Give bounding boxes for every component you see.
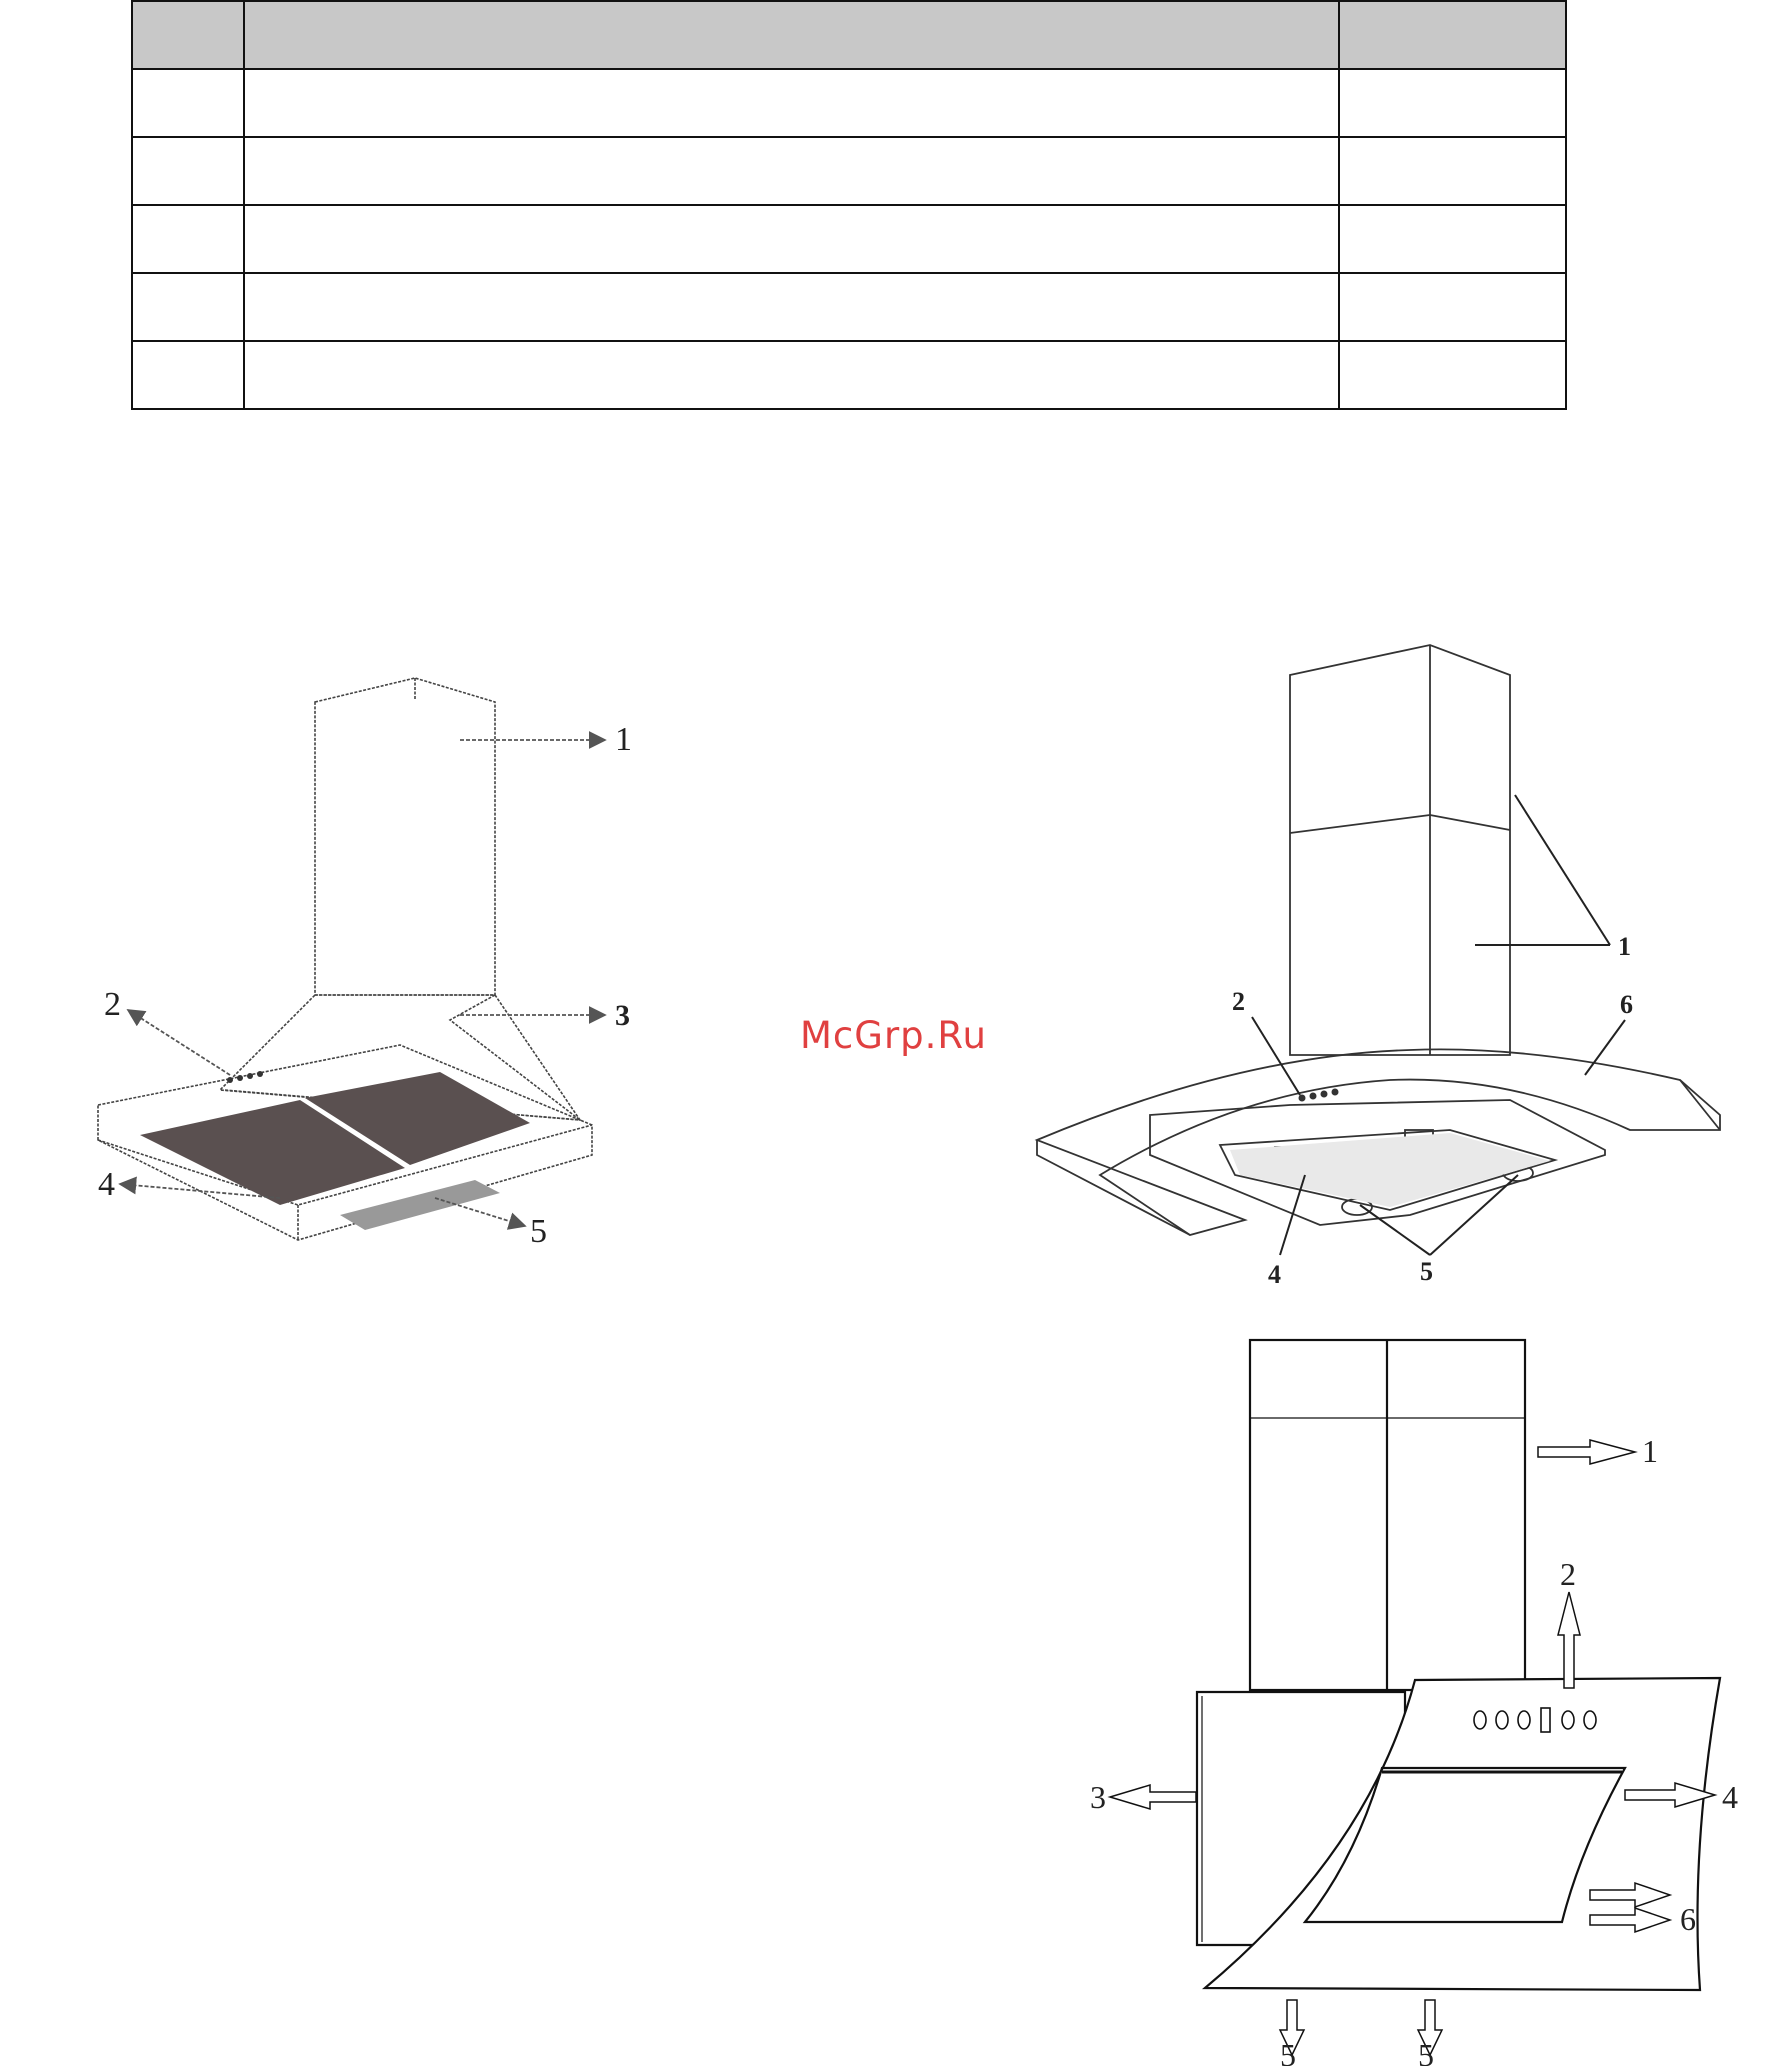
label-3: 3: [615, 999, 630, 1032]
table-row: [132, 341, 1566, 409]
label-5: 5: [1420, 1257, 1433, 1286]
label-6: 6: [1680, 1901, 1696, 1937]
figure-inclined-hood: [1090, 1330, 1780, 2066]
table-cell: [132, 137, 244, 205]
label-4: 4: [1268, 1260, 1281, 1289]
glass-panel: [1205, 1678, 1720, 1990]
label-2: 2: [1232, 987, 1245, 1016]
table-cell: [132, 205, 244, 273]
table-cell: [244, 69, 1339, 137]
label-5a: 5: [1280, 2037, 1296, 2066]
arrow-3: [1110, 1785, 1196, 1809]
table-cell: [132, 69, 244, 137]
label-4: 4: [98, 1166, 115, 1203]
table-cell: [244, 205, 1339, 273]
label-1: 1: [615, 721, 632, 758]
table-row: [132, 273, 1566, 341]
label-6: 6: [1620, 990, 1633, 1019]
watermark: McGrp.Ru: [800, 1014, 987, 1057]
table-cell: [1339, 137, 1566, 205]
table-row: [132, 205, 1566, 273]
chimney: [315, 678, 495, 995]
figure-chimney-hood: [80, 660, 660, 1260]
figure-glass-hood: [1030, 635, 1730, 1295]
table-cell: [1339, 341, 1566, 409]
control-buttons: [1299, 1089, 1339, 1102]
table-header-row: [132, 1, 1566, 69]
label-1: 1: [1642, 1433, 1658, 1469]
table-cell: [1339, 205, 1566, 273]
label-1: 1: [1618, 932, 1631, 961]
table-cell: [244, 137, 1339, 205]
chimney-hood-drawing: [80, 660, 660, 1260]
glass-hood-drawing: [1030, 635, 1730, 1295]
table-header-cell: [1339, 1, 1566, 69]
arrow-1: [1538, 1440, 1635, 1464]
table-cell: [1339, 273, 1566, 341]
arrow-2: [1558, 1592, 1580, 1688]
table-cell: [132, 341, 244, 409]
label-3: 3: [1090, 1779, 1106, 1815]
table-header-cell: [132, 1, 244, 69]
lamp-panel: [340, 1180, 500, 1230]
table-row: [132, 137, 1566, 205]
label-2: 2: [1560, 1556, 1576, 1592]
table-cell: [244, 273, 1339, 341]
table-cell: [1339, 69, 1566, 137]
table-header-cell: [244, 1, 1339, 69]
inclined-hood-drawing: [1090, 1330, 1780, 2066]
chimney: [1290, 645, 1510, 1055]
table-cell: [244, 341, 1339, 409]
label-2: 2: [104, 986, 121, 1023]
label-5: 5: [530, 1213, 547, 1250]
parts-table: [131, 0, 1567, 410]
label-4: 4: [1722, 1779, 1738, 1815]
table-row: [132, 69, 1566, 137]
table-cell: [132, 273, 244, 341]
control-buttons: [227, 1071, 263, 1083]
label-5b: 5: [1418, 2037, 1434, 2066]
